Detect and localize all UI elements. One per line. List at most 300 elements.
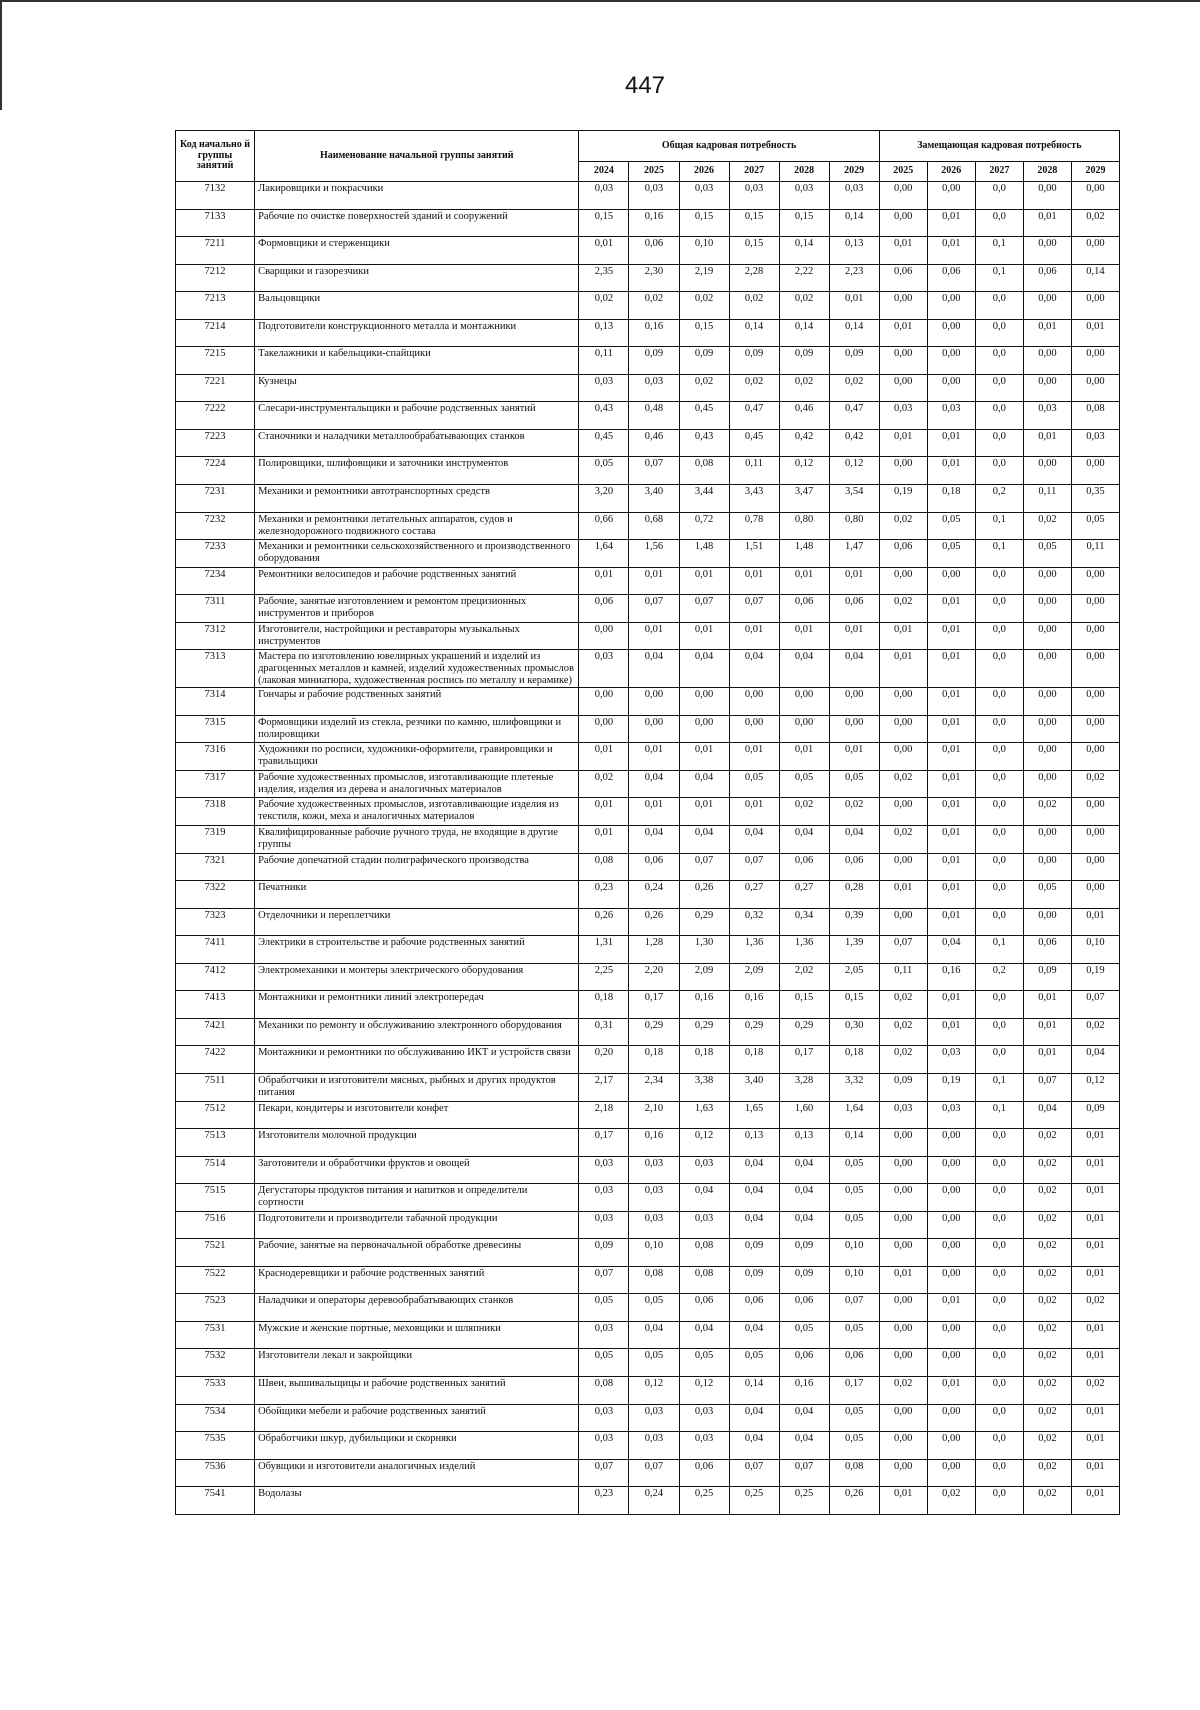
replacement-need-value: 0,00 <box>927 292 975 320</box>
table-row <box>176 936 1120 964</box>
replacement-need-value: 0,19 <box>1071 963 1119 991</box>
general-need-value: 0,01 <box>629 798 679 826</box>
general-need-value: 0,09 <box>779 1239 829 1267</box>
general-need-value: 0,03 <box>779 182 829 210</box>
general-need-value: 1,51 <box>729 540 779 568</box>
occupation-name: Гончары и рабочие родственных занятий <box>255 688 579 716</box>
replacement-need-value: 0,01 <box>1071 1487 1119 1515</box>
occupation-code: 7413 <box>176 991 255 1019</box>
general-need-value: 1,56 <box>629 540 679 568</box>
occupation-code: 7513 <box>176 1129 255 1157</box>
general-need-value: 0,06 <box>579 595 629 623</box>
occupation-code: 7535 <box>176 1432 255 1460</box>
replacement-need-value: 0,01 <box>879 1266 927 1294</box>
general-need-value: 0,05 <box>629 1349 679 1377</box>
general-need-value: 0,07 <box>729 595 779 623</box>
general-need-value: 0,80 <box>829 512 879 540</box>
general-need-value: 2,19 <box>679 264 729 292</box>
replacement-need-value: 0,01 <box>927 457 975 485</box>
occupation-code: 7319 <box>176 826 255 854</box>
general-need-value: 0,18 <box>829 1046 879 1074</box>
general-need-value: 0,30 <box>829 1018 879 1046</box>
header-code: Код начально й группы занятий <box>176 131 255 182</box>
replacement-need-value: 0,02 <box>1071 770 1119 798</box>
occupation-code: 7312 <box>176 622 255 650</box>
replacement-need-value: 0,00 <box>927 1404 975 1432</box>
general-need-value: 0,26 <box>679 881 729 909</box>
replacement-need-value: 0,00 <box>879 715 927 743</box>
replacement-need-value: 0,01 <box>1023 1046 1071 1074</box>
occupation-code: 7314 <box>176 688 255 716</box>
general-need-value: 0,16 <box>629 1129 679 1157</box>
general-need-value: 0,16 <box>629 209 679 237</box>
general-need-value: 0,07 <box>729 853 779 881</box>
header-year: 2026 <box>927 162 975 182</box>
replacement-need-value: 0,01 <box>1071 1211 1119 1239</box>
general-need-value: 0,10 <box>629 1239 679 1267</box>
general-need-value: 3,20 <box>579 485 629 513</box>
general-need-value: 1,64 <box>579 540 629 568</box>
replacement-need-value: 0,01 <box>1071 1459 1119 1487</box>
table-row <box>176 1184 1120 1212</box>
replacement-need-value: 0,0 <box>975 770 1023 798</box>
replacement-need-value: 0,0 <box>975 1404 1023 1432</box>
general-need-value: 0,08 <box>829 1459 879 1487</box>
replacement-need-value: 0,01 <box>927 237 975 265</box>
general-need-value: 1,60 <box>779 1101 829 1129</box>
table-row <box>176 347 1120 375</box>
general-need-value: 0,72 <box>679 512 729 540</box>
general-need-value: 0,02 <box>829 798 879 826</box>
occupation-code: 7523 <box>176 1294 255 1322</box>
general-need-value: 0,05 <box>779 770 829 798</box>
general-need-value: 0,04 <box>829 826 879 854</box>
general-need-value: 0,00 <box>829 688 879 716</box>
replacement-need-value: 0,01 <box>879 429 927 457</box>
replacement-need-value: 0,00 <box>1071 688 1119 716</box>
replacement-need-value: 0,01 <box>1071 908 1119 936</box>
general-need-value: 0,00 <box>729 688 779 716</box>
replacement-need-value: 0,01 <box>879 650 927 688</box>
general-need-value: 0,03 <box>679 1156 729 1184</box>
replacement-need-value: 0,02 <box>1071 1294 1119 1322</box>
general-need-value: 0,01 <box>829 567 879 595</box>
occupation-code: 7421 <box>176 1018 255 1046</box>
general-need-value: 0,07 <box>629 1459 679 1487</box>
general-need-value: 0,78 <box>729 512 779 540</box>
general-need-value: 0,15 <box>579 209 629 237</box>
replacement-need-value: 0,19 <box>927 1073 975 1101</box>
general-need-value: 0,00 <box>629 688 679 716</box>
general-need-value: 0,07 <box>679 853 729 881</box>
general-need-value: 0,02 <box>629 292 679 320</box>
header-year: 2028 <box>779 162 829 182</box>
replacement-need-value: 0,0 <box>975 1321 1023 1349</box>
occupation-code: 7322 <box>176 881 255 909</box>
general-need-value: 0,27 <box>729 881 779 909</box>
general-need-value: 2,20 <box>629 963 679 991</box>
replacement-need-value: 0,01 <box>1071 1266 1119 1294</box>
general-need-value: 0,04 <box>729 1184 779 1212</box>
replacement-need-value: 0,00 <box>927 1349 975 1377</box>
replacement-need-value: 0,1 <box>975 1073 1023 1101</box>
general-need-value: 0,04 <box>679 1321 729 1349</box>
general-need-value: 0,26 <box>829 1487 879 1515</box>
table-row <box>176 485 1120 513</box>
general-need-value: 0,02 <box>679 292 729 320</box>
general-need-value: 0,02 <box>729 292 779 320</box>
general-need-value: 0,02 <box>829 374 879 402</box>
general-need-value: 0,14 <box>779 237 829 265</box>
replacement-need-value: 0,01 <box>927 826 975 854</box>
general-need-value: 0,04 <box>729 826 779 854</box>
general-need-value: 0,06 <box>779 595 829 623</box>
occupation-name: Вальцовщики <box>255 292 579 320</box>
general-need-value: 0,03 <box>629 1432 679 1460</box>
replacement-need-value: 0,0 <box>975 347 1023 375</box>
table-row <box>176 1046 1120 1074</box>
replacement-need-value: 0,00 <box>1071 457 1119 485</box>
general-need-value: 0,14 <box>729 319 779 347</box>
replacement-need-value: 0,02 <box>879 1018 927 1046</box>
general-need-value: 0,06 <box>779 1349 829 1377</box>
general-need-value: 0,80 <box>779 512 829 540</box>
replacement-need-value: 0,0 <box>975 1046 1023 1074</box>
general-need-value: 0,01 <box>779 622 829 650</box>
general-need-value: 0,06 <box>679 1459 729 1487</box>
replacement-need-value: 0,0 <box>975 182 1023 210</box>
replacement-need-value: 0,00 <box>879 567 927 595</box>
occupation-name: Краснодеревщики и рабочие родственных занятий <box>255 1266 579 1294</box>
table-row <box>176 1376 1120 1404</box>
replacement-need-value: 0,01 <box>1071 1432 1119 1460</box>
general-need-value: 0,07 <box>679 595 729 623</box>
general-need-value: 0,04 <box>779 1184 829 1212</box>
general-need-value: 0,04 <box>629 650 679 688</box>
replacement-need-value: 0,02 <box>1071 1018 1119 1046</box>
replacement-need-value: 0,0 <box>975 1266 1023 1294</box>
page-number: 447 <box>624 72 666 99</box>
replacement-need-value: 0,01 <box>927 622 975 650</box>
general-need-value: 0,16 <box>629 319 679 347</box>
occupation-code: 7222 <box>176 402 255 430</box>
occupation-name: Наладчики и операторы деревообрабатывающих станков <box>255 1294 579 1322</box>
replacement-need-value: 0,00 <box>879 209 927 237</box>
general-need-value: 0,12 <box>779 457 829 485</box>
general-need-value: 0,06 <box>829 853 879 881</box>
general-need-value: 0,09 <box>829 347 879 375</box>
replacement-need-value: 0,06 <box>1023 264 1071 292</box>
replacement-need-value: 0,02 <box>1023 1487 1071 1515</box>
replacement-need-value: 0,00 <box>1071 798 1119 826</box>
table-row <box>176 1101 1120 1129</box>
replacement-need-value: 0,01 <box>927 770 975 798</box>
general-need-value: 1,28 <box>629 936 679 964</box>
replacement-need-value: 0,0 <box>975 1459 1023 1487</box>
replacement-need-value: 0,00 <box>879 292 927 320</box>
occupation-name: Изготовители, настройщики и реставраторы музыкальных инструментов <box>255 622 579 650</box>
general-need-value: 2,35 <box>579 264 629 292</box>
general-need-value: 0,02 <box>679 374 729 402</box>
occupation-code: 7412 <box>176 963 255 991</box>
general-need-value: 0,06 <box>629 237 679 265</box>
replacement-need-value: 0,01 <box>927 715 975 743</box>
occupation-name: Изготовители лекал и закройщики <box>255 1349 579 1377</box>
replacement-need-value: 0,01 <box>1023 209 1071 237</box>
general-need-value: 0,45 <box>729 429 779 457</box>
replacement-need-value: 0,1 <box>975 936 1023 964</box>
general-need-value: 0,15 <box>729 209 779 237</box>
replacement-need-value: 0,0 <box>975 1018 1023 1046</box>
replacement-need-value: 0,00 <box>879 743 927 771</box>
general-need-value: 0,18 <box>679 1046 729 1074</box>
replacement-need-value: 0,00 <box>879 1239 927 1267</box>
replacement-need-value: 0,0 <box>975 1211 1023 1239</box>
table-row <box>176 798 1120 826</box>
general-need-value: 0,13 <box>729 1129 779 1157</box>
table-row <box>176 991 1120 1019</box>
replacement-need-value: 0,00 <box>1071 622 1119 650</box>
replacement-need-value: 0,1 <box>975 540 1023 568</box>
replacement-need-value: 0,02 <box>879 1376 927 1404</box>
replacement-need-value: 0,00 <box>927 374 975 402</box>
general-need-value: 0,05 <box>829 1211 879 1239</box>
table-row <box>176 743 1120 771</box>
general-need-value: 0,03 <box>579 1211 629 1239</box>
general-need-value: 0,05 <box>829 770 879 798</box>
table-row <box>176 881 1120 909</box>
occupation-name: Рабочие художественных промыслов, изготавливающие изделия из текстиля, кожи, меха и аналогичных материалов <box>255 798 579 826</box>
replacement-need-value: 0,0 <box>975 374 1023 402</box>
replacement-need-value: 0,01 <box>1071 1156 1119 1184</box>
general-need-value: 0,05 <box>829 1432 879 1460</box>
occupation-name: Заготовители и обработчики фруктов и овощей <box>255 1156 579 1184</box>
general-need-value: 0,05 <box>579 457 629 485</box>
replacement-need-value: 0,11 <box>1023 485 1071 513</box>
replacement-need-value: 0,00 <box>879 182 927 210</box>
replacement-need-value: 0,00 <box>1071 347 1119 375</box>
replacement-need-value: 0,0 <box>975 908 1023 936</box>
occupation-code: 7533 <box>176 1376 255 1404</box>
general-need-value: 0,02 <box>729 374 779 402</box>
occupation-code: 7515 <box>176 1184 255 1212</box>
general-need-value: 1,65 <box>729 1101 779 1129</box>
general-need-value: 0,01 <box>679 567 729 595</box>
table-row <box>176 650 1120 688</box>
general-need-value: 0,01 <box>579 826 629 854</box>
occupation-name: Механики по ремонту и обслуживанию электронного оборудования <box>255 1018 579 1046</box>
general-need-value: 0,25 <box>679 1487 729 1515</box>
replacement-need-value: 0,19 <box>879 485 927 513</box>
occupation-name: Водолазы <box>255 1487 579 1515</box>
general-need-value: 0,03 <box>829 182 879 210</box>
table-row <box>176 1321 1120 1349</box>
replacement-need-value: 0,0 <box>975 1129 1023 1157</box>
general-need-value: 0,08 <box>679 1266 729 1294</box>
general-need-value: 0,03 <box>679 1404 729 1432</box>
table-row <box>176 567 1120 595</box>
replacement-need-value: 0,01 <box>927 429 975 457</box>
replacement-need-value: 0,03 <box>879 402 927 430</box>
header-year: 2027 <box>729 162 779 182</box>
occupation-name: Обработчики шкур, дубильщики и скорняки <box>255 1432 579 1460</box>
general-need-value: 0,13 <box>829 237 879 265</box>
general-need-value: 0,04 <box>729 1156 779 1184</box>
general-need-value: 0,01 <box>779 567 829 595</box>
replacement-need-value: 0,02 <box>1023 1349 1071 1377</box>
table-row <box>176 1073 1120 1101</box>
general-need-value: 0,01 <box>579 743 629 771</box>
replacement-need-value: 0,01 <box>927 595 975 623</box>
general-need-value: 0,13 <box>579 319 629 347</box>
general-need-value: 0,07 <box>629 595 679 623</box>
table-row <box>176 1487 1120 1515</box>
general-need-value: 0,00 <box>579 622 629 650</box>
table-row <box>176 1349 1120 1377</box>
general-need-value: 0,01 <box>729 622 779 650</box>
replacement-need-value: 0,00 <box>1023 457 1071 485</box>
occupation-name: Механики и ремонтники сельскохозяйственного и производственного оборудования <box>255 540 579 568</box>
general-need-value: 0,12 <box>679 1376 729 1404</box>
table-row <box>176 429 1120 457</box>
replacement-need-value: 0,02 <box>1023 1404 1071 1432</box>
occupation-name: Рабочие, занятые изготовлением и ремонтом прецизионных инструментов и приборов <box>255 595 579 623</box>
replacement-need-value: 0,0 <box>975 319 1023 347</box>
general-need-value: 0,03 <box>679 1211 729 1239</box>
general-need-value: 0,01 <box>829 622 879 650</box>
general-need-value: 0,00 <box>579 715 629 743</box>
general-need-value: 0,12 <box>629 1376 679 1404</box>
general-need-value: 0,04 <box>679 650 729 688</box>
table-row <box>176 1129 1120 1157</box>
general-need-value: 0,09 <box>779 1266 829 1294</box>
general-need-value: 0,06 <box>629 853 679 881</box>
general-need-value: 0,16 <box>679 991 729 1019</box>
replacement-need-value: 0,01 <box>879 237 927 265</box>
occupation-name: Мужские и женские портные, меховщики и шляпники <box>255 1321 579 1349</box>
replacement-need-value: 0,00 <box>927 347 975 375</box>
occupation-name: Художники по росписи, художники-оформители, гравировщики и травильщики <box>255 743 579 771</box>
replacement-need-value: 0,0 <box>975 429 1023 457</box>
replacement-need-value: 0,00 <box>879 1184 927 1212</box>
general-need-value: 0,05 <box>729 1349 779 1377</box>
general-need-value: 2,30 <box>629 264 679 292</box>
replacement-need-value: 0,00 <box>879 1156 927 1184</box>
general-need-value: 0,03 <box>679 182 729 210</box>
general-need-value: 0,11 <box>579 347 629 375</box>
replacement-need-value: 0,01 <box>927 650 975 688</box>
occupation-code: 7536 <box>176 1459 255 1487</box>
occupation-code: 7323 <box>176 908 255 936</box>
general-need-value: 0,00 <box>779 715 829 743</box>
table-body <box>176 182 1120 1515</box>
general-need-value: 0,09 <box>729 1239 779 1267</box>
general-need-value: 3,40 <box>629 485 679 513</box>
header-year: 2025 <box>879 162 927 182</box>
general-need-value: 0,07 <box>579 1459 629 1487</box>
replacement-need-value: 0,18 <box>927 485 975 513</box>
replacement-need-value: 0,00 <box>879 457 927 485</box>
general-need-value: 0,03 <box>579 1156 629 1184</box>
replacement-need-value: 0,2 <box>975 485 1023 513</box>
replacement-need-value: 0,03 <box>927 1101 975 1129</box>
header-year: 2027 <box>975 162 1023 182</box>
table-row <box>176 770 1120 798</box>
replacement-need-value: 0,04 <box>927 936 975 964</box>
general-need-value: 0,00 <box>779 688 829 716</box>
general-need-value: 0,01 <box>829 743 879 771</box>
general-need-value: 0,29 <box>779 1018 829 1046</box>
table-row <box>176 1156 1120 1184</box>
occupation-name: Рабочие художественных промыслов, изготавливающие плетеные изделия, изделия из дерева и аналогичных материалов <box>255 770 579 798</box>
occupation-name: Монтажники и ремонтники по обслуживанию ИКТ и устройств связи <box>255 1046 579 1074</box>
replacement-need-value: 0,03 <box>927 1046 975 1074</box>
general-need-value: 0,68 <box>629 512 679 540</box>
replacement-need-value: 0,00 <box>1071 237 1119 265</box>
general-need-value: 0,08 <box>679 457 729 485</box>
header-general-need: Общая кадровая потребность <box>579 131 879 162</box>
general-need-value: 0,06 <box>679 1294 729 1322</box>
replacement-need-value: 0,02 <box>879 826 927 854</box>
general-need-value: 0,01 <box>579 567 629 595</box>
occupation-name: Слесари-инструментальщики и рабочие родственных занятий <box>255 402 579 430</box>
replacement-need-value: 0,02 <box>1023 1321 1071 1349</box>
general-need-value: 0,04 <box>679 826 729 854</box>
occupation-name: Изготовители молочной продукции <box>255 1129 579 1157</box>
replacement-need-value: 0,04 <box>1023 1101 1071 1129</box>
general-need-value: 0,05 <box>829 1184 879 1212</box>
header-year: 2024 <box>579 162 629 182</box>
general-need-value: 0,17 <box>779 1046 829 1074</box>
replacement-need-value: 0,0 <box>975 622 1023 650</box>
replacement-need-value: 0,00 <box>879 1294 927 1322</box>
table-row <box>176 826 1120 854</box>
general-need-value: 0,23 <box>579 881 629 909</box>
replacement-need-value: 0,00 <box>927 1321 975 1349</box>
replacement-need-value: 0,02 <box>927 1487 975 1515</box>
general-need-value: 0,04 <box>779 1432 829 1460</box>
replacement-need-value: 0,00 <box>1071 595 1119 623</box>
replacement-need-value: 0,09 <box>879 1073 927 1101</box>
table-row <box>176 402 1120 430</box>
replacement-need-value: 0,0 <box>975 402 1023 430</box>
header-year: 2029 <box>1071 162 1119 182</box>
replacement-need-value: 0,05 <box>927 512 975 540</box>
general-need-value: 0,00 <box>629 715 679 743</box>
general-need-value: 2,02 <box>779 963 829 991</box>
replacement-need-value: 0,00 <box>1023 292 1071 320</box>
general-need-value: 0,47 <box>729 402 779 430</box>
general-need-value: 0,01 <box>679 622 729 650</box>
replacement-need-value: 0,35 <box>1071 485 1119 513</box>
general-need-value: 3,32 <box>829 1073 879 1101</box>
general-need-value: 1,36 <box>779 936 829 964</box>
occupation-name: Сварщики и газорезчики <box>255 264 579 292</box>
replacement-need-value: 0,01 <box>1023 991 1071 1019</box>
table-row <box>176 853 1120 881</box>
replacement-need-value: 0,06 <box>879 540 927 568</box>
header-year: 2026 <box>679 162 729 182</box>
occupation-name: Лакировщики и покрасчики <box>255 182 579 210</box>
general-need-value: 0,17 <box>579 1129 629 1157</box>
general-need-value: 0,03 <box>579 182 629 210</box>
general-need-value: 1,63 <box>679 1101 729 1129</box>
replacement-need-value: 0,01 <box>927 1376 975 1404</box>
occupation-code: 7133 <box>176 209 255 237</box>
replacement-need-value: 0,02 <box>1023 1211 1071 1239</box>
replacement-need-value: 0,00 <box>879 1459 927 1487</box>
general-need-value: 0,03 <box>629 1211 679 1239</box>
